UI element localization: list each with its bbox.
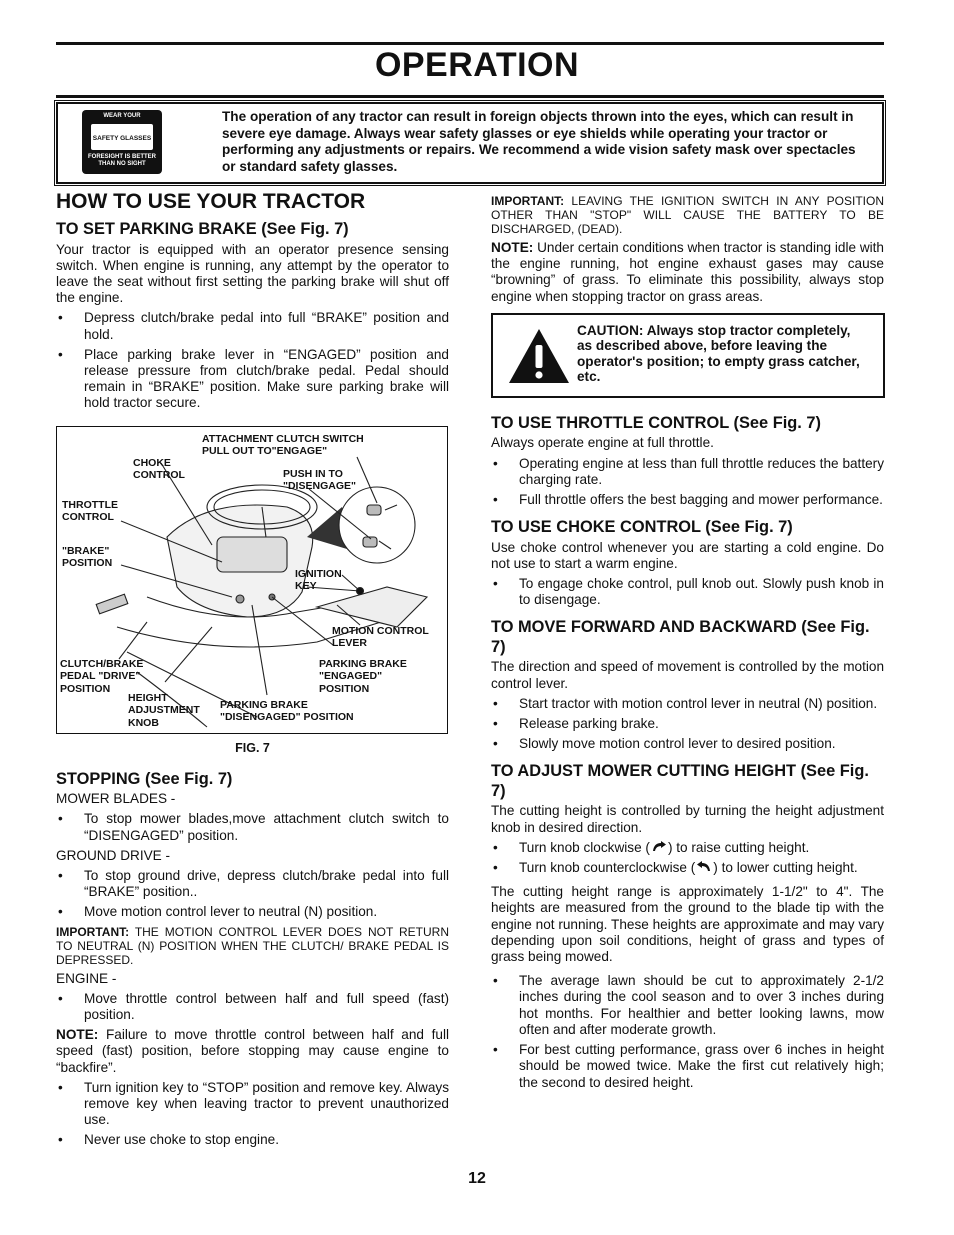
label-clutch-brake-pedal: CLUTCH/BRAKE PEDAL "DRIVE" POSITION xyxy=(60,657,144,695)
label-push-in-disengage: PUSH IN TO "DISENGAGE" xyxy=(283,467,356,493)
counterclockwise-text-b: ) to lower cutting height. xyxy=(713,860,858,876)
list-item: • The average lawn should be cut to approximately 2-1/2 inches during the cool season and to over 3 inches during hot months. For healthier and better looking lawns, mow often and after moderate growth. xyxy=(491,973,884,1038)
choke-heading: TO USE CHOKE CONTROL (See Fig. 7) xyxy=(491,518,793,537)
caution-box xyxy=(491,313,885,398)
height-turn-list xyxy=(491,840,884,876)
list-item: • Move motion control lever to neutral (N) position. xyxy=(56,904,449,920)
ignition-important xyxy=(491,194,884,236)
note-label: NOTE: xyxy=(491,240,534,255)
mower-blades-list xyxy=(56,811,449,843)
list-item: • Place parking brake lever in “ENGAGED” position and release pressure from clutch/brake pedal. Pedal should remain in “BRAKE” position. Make sure parking brake will hold tractor secure. xyxy=(56,347,449,412)
counterclockwise-arrow-icon xyxy=(695,860,713,874)
final-list xyxy=(56,1080,449,1149)
list-item: • For best cutting performance, grass over 6 inches in height should be mowed twice. Make the first cut relatively high; the second to desired height. xyxy=(491,1042,884,1091)
clockwise-text-b: ) to raise cutting height. xyxy=(667,839,810,855)
list-item: • Full throttle offers the best bagging and mower performance. xyxy=(491,492,884,508)
left-column xyxy=(56,190,449,1153)
backfire-note xyxy=(56,1027,449,1076)
move-heading: TO MOVE FORWARD AND BACKWARD (See Fig. 7) xyxy=(491,618,870,656)
header-rule-bottom xyxy=(56,95,884,98)
label-attachment-clutch-switch: ATTACHMENT CLUTCH SWITCH PULL OUT TO"ENGAGE" xyxy=(202,432,364,458)
label-throttle-control: THROTTLE CONTROL xyxy=(62,498,118,524)
list-item: • Release parking brake. xyxy=(491,716,884,732)
label-brake-position: "BRAKE" POSITION xyxy=(62,544,113,570)
height-intro: The cutting height is controlled by turning the height adjustment knob in desired direction. xyxy=(491,803,884,835)
list-item: • Never use choke to stop engine. xyxy=(56,1132,449,1148)
caution-warning-icon xyxy=(507,327,571,385)
label-motion-control-lever: MOTION CONTROL LEVER xyxy=(332,624,429,650)
parking-brake-intro: Your tractor is equipped with an operator presence sensing switch. When engine is running, any attempt by the operator to leave the seat without first setting the parking brake will shut off the engine. xyxy=(56,241,449,306)
right-column xyxy=(491,194,884,1095)
important-note-motion xyxy=(56,925,449,967)
important-label: IMPORTANT: xyxy=(491,194,565,208)
clockwise-text-a: Turn knob clockwise ( xyxy=(519,839,650,855)
safety-glasses-warning xyxy=(56,102,884,184)
parking-brake-heading: TO SET PARKING BRAKE (See Fig. 7) xyxy=(56,220,349,238)
move-intro: The direction and speed of movement is controlled by the motion control lever. xyxy=(491,659,884,691)
list-item: • To engage choke control, pull knob out. Slowly push knob in to disengage. xyxy=(491,576,884,608)
mower-blades-label: MOWER BLADES - xyxy=(56,791,176,807)
page-title: OPERATION xyxy=(374,46,580,84)
engine-label: ENGINE - xyxy=(56,970,117,986)
figure-caption: FIG. 7 xyxy=(235,740,270,755)
lawn-tips-list xyxy=(491,973,884,1090)
list-item: • Slowly move motion control lever to desired position. xyxy=(491,736,884,752)
label-parking-brake-engaged: PARKING BRAKE "ENGAGED" POSITION xyxy=(319,657,407,695)
note-text: Under certain conditions when tractor is standing idle with the engine running, hot engine exhaust gases may cause “browning” of grass. To eliminate this possibility, always stop engine when stopping tractor on grass areas. xyxy=(491,240,884,304)
ground-drive-list xyxy=(56,868,449,921)
important-text: LEAVING THE IGNITION SWITCH IN ANY POSITION OTHER THAN "STOP" WILL CAUSE THE BATTERY TO BE DISCHARGED, (DEAD). xyxy=(491,194,884,236)
throttle-list xyxy=(491,456,884,509)
parking-brake-list xyxy=(56,310,449,411)
caution-text: CAUTION: Always stop tractor completely, as described above, before leaving the operator's position; to empty grass catcher, etc. xyxy=(577,322,860,385)
figure-7-controls-diagram xyxy=(56,426,448,734)
stopping-heading: STOPPING (See Fig. 7) xyxy=(56,769,233,788)
main-heading: HOW TO USE YOUR TRACTOR xyxy=(56,190,366,213)
list-item xyxy=(491,860,884,876)
safety-warning-text: The operation of any tractor can result in foreign objects thrown into the eyes, which can result in severe eye damage. Always wear safety glasses or eye shields while operating your tractor or performing any adjustments or repairs. We recommend a wide vision safety mask over spectacles or standard safety glasses. xyxy=(222,109,856,174)
move-list xyxy=(491,696,884,753)
ground-drive-label: GROUND DRIVE - xyxy=(56,847,171,863)
important-label: IMPORTANT: xyxy=(56,924,130,939)
list-item: • Turn ignition key to “STOP” position and remove key. Always remove key when leaving tractor to prevent unauthorized use. xyxy=(56,1080,449,1129)
height-range-text: The cutting height range is approximately 1-1/2" to 4". The heights are measured from the ground to the blade tip with the engine not running. These heights are approximate and may vary depending upon soil conditions, height of grass and types of grass being mowed. xyxy=(491,884,884,965)
label-parking-brake-disengaged: PARKING BRAKE "DISENGAGED" POSITION xyxy=(220,698,354,724)
list-item xyxy=(491,840,884,856)
safety-glasses-sign xyxy=(82,110,162,174)
counterclockwise-text-a: Turn knob counterclockwise ( xyxy=(519,860,696,876)
label-height-adjustment-knob: HEIGHT ADJUSTMENT KNOB xyxy=(128,691,200,729)
throttle-heading: TO USE THROTTLE CONTROL (See Fig. 7) xyxy=(491,413,821,432)
label-ignition-key: IGNITION KEY xyxy=(295,567,342,593)
engine-list xyxy=(56,991,449,1023)
list-item: • Move throttle control between half and full speed (fast) position. xyxy=(56,991,449,1023)
important-text: THE MOTION CONTROL LEVER DOES NOT RETURN TO NEUTRAL (N) POSITION WHEN THE CLUTCH/ BRAKE PEDAL IS DEPRESSED. xyxy=(56,924,449,967)
label-choke-control: CHOKE CONTROL xyxy=(133,456,185,482)
throttle-intro: Always operate engine at full throttle. xyxy=(491,435,714,451)
list-item: • Depress clutch/brake pedal into full “BRAKE” position and hold. xyxy=(56,310,449,342)
sign-mid-text: SAFETY GLASSES xyxy=(92,135,152,142)
choke-intro: Use choke control whenever you are starting a cold engine. Do not use to start a warm engine. xyxy=(491,539,884,571)
safety-glasses-icon xyxy=(90,123,154,151)
list-item: • To stop ground drive, depress clutch/brake pedal into full “BRAKE” position.. xyxy=(56,868,449,900)
note-text: Failure to move throttle control between half and full speed (fast) position, before stopping may cause engine to “backfire”. xyxy=(56,1027,449,1075)
sign-top-text: WEAR YOUR xyxy=(103,113,141,119)
clockwise-arrow-icon xyxy=(650,840,668,854)
list-item: • To stop mower blades,move attachment clutch switch to “DISENGAGED” position. xyxy=(56,811,449,843)
choke-list xyxy=(491,576,884,608)
sign-bottom-text: FORESIGHT IS BETTER THAN NO SIGHT xyxy=(87,154,156,167)
height-heading: TO ADJUST MOWER CUTTING HEIGHT (See Fig. 7) xyxy=(491,762,869,800)
browning-note xyxy=(491,240,884,305)
page-number: 12 xyxy=(468,1170,486,1187)
list-item: • Operating engine at less than full throttle reduces the battery charging rate. xyxy=(491,456,884,488)
header-rule-top xyxy=(56,42,884,45)
list-item: • Start tractor with motion control lever in neutral (N) position. xyxy=(491,696,884,712)
note-label: NOTE: xyxy=(56,1027,99,1043)
